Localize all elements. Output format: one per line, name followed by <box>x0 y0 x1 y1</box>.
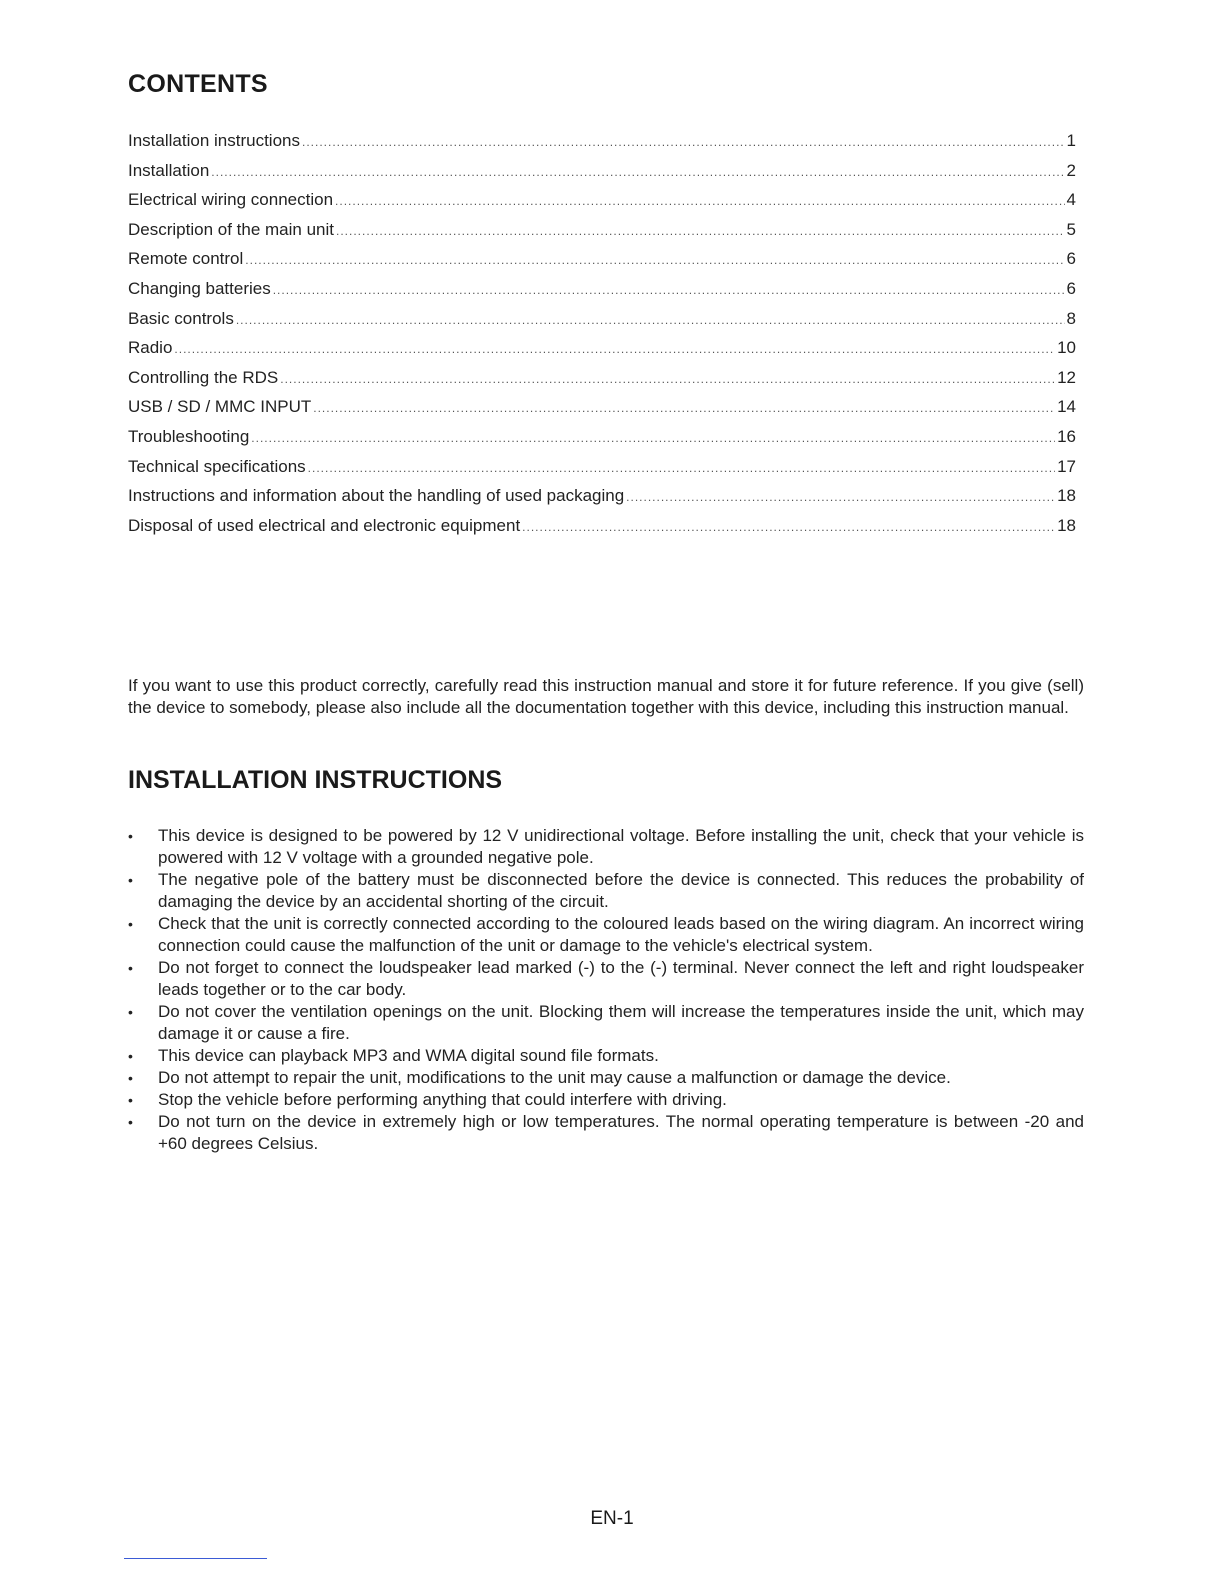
toc-entry[interactable] <box>128 126 1076 156</box>
list-item <box>128 1067 1084 1089</box>
installation-instructions-heading: INSTALLATION INSTRUCTIONS <box>128 766 503 794</box>
list-item-text: This device is designed to be powered by 12 V unidirectional voltage. Before installing the unit, check that your vehicle is powered with 12 V voltage with a grounded negative pole. <box>158 826 1084 867</box>
footnote-divider <box>124 1558 267 1559</box>
toc-dot-leader <box>251 424 1055 452</box>
toc-entry-page: 8 <box>1066 308 1076 328</box>
toc-entry-page: 10 <box>1057 338 1076 358</box>
toc-entry-page: 17 <box>1057 456 1076 476</box>
bullet-icon: • <box>128 1048 133 1064</box>
toc-dot-leader <box>236 306 1065 334</box>
bullet-icon: • <box>128 872 133 888</box>
toc-dot-leader <box>626 483 1055 511</box>
list-item <box>128 825 1084 869</box>
toc-dot-leader <box>308 454 1055 482</box>
toc-entry[interactable] <box>128 511 1076 541</box>
toc-entry[interactable] <box>128 185 1076 215</box>
toc-dot-leader <box>335 187 1064 215</box>
list-item <box>128 1045 1084 1067</box>
bullet-icon: • <box>128 960 133 976</box>
toc-entry[interactable] <box>128 422 1076 452</box>
bullet-icon: • <box>128 1092 133 1108</box>
toc-entry-label: Remote control <box>128 249 244 269</box>
toc-entry[interactable] <box>128 452 1076 482</box>
toc-entry[interactable] <box>128 156 1076 186</box>
toc-entry-label: USB / SD / MMC INPUT <box>128 397 312 417</box>
toc-entry-page: 18 <box>1057 515 1076 535</box>
table-of-contents <box>128 126 1076 540</box>
list-item <box>128 1001 1084 1045</box>
toc-entry-page: 6 <box>1066 249 1076 269</box>
toc-entry-label: Instructions and information about the handling of used packaging <box>128 486 625 506</box>
toc-entry[interactable] <box>128 481 1076 511</box>
toc-entry[interactable] <box>128 304 1076 334</box>
toc-entry-label: Technical specifications <box>128 456 306 476</box>
list-item-text: The negative pole of the battery must be disconnected before the device is connected. This reduces the probability of damaging the device by an accidental shorting of the circuit. <box>158 870 1084 911</box>
toc-entry-label: Description of the main unit <box>128 219 334 239</box>
toc-dot-leader <box>336 217 1065 245</box>
list-item <box>128 1089 1084 1111</box>
toc-entry-page: 5 <box>1066 219 1076 239</box>
installation-instructions-list <box>128 825 1084 1155</box>
list-item-text: Check that the unit is correctly connected according to the coloured leads based on the wiring diagram. An incorrect wiring connection could cause the malfunction of the unit or damage to the vehicle's electrical system. <box>158 914 1084 955</box>
bullet-icon: • <box>128 1114 133 1130</box>
toc-entry[interactable] <box>128 244 1076 274</box>
list-item <box>128 913 1084 957</box>
list-item <box>128 1111 1084 1155</box>
toc-dot-leader <box>245 246 1064 274</box>
toc-entry[interactable] <box>128 363 1076 393</box>
toc-dot-leader <box>313 394 1055 422</box>
toc-entry-page: 12 <box>1057 367 1076 387</box>
toc-entry-label: Radio <box>128 338 173 358</box>
toc-entry[interactable] <box>128 215 1076 245</box>
list-item-text: This device can playback MP3 and WMA digital sound file formats. <box>158 1046 659 1065</box>
list-item <box>128 869 1084 913</box>
toc-dot-leader <box>280 365 1055 393</box>
toc-dot-leader <box>211 158 1064 186</box>
bullet-icon: • <box>128 828 133 844</box>
bullet-icon: • <box>128 916 133 932</box>
bullet-icon: • <box>128 1070 133 1086</box>
toc-dot-leader <box>302 128 1065 156</box>
toc-entry-page: 14 <box>1057 397 1076 417</box>
toc-entry-label: Troubleshooting <box>128 426 250 446</box>
list-item-text: Do not cover the ventilation openings on the unit. Blocking them will increase the temperatures inside the unit, which may damage it or cause a fire. <box>158 1002 1084 1043</box>
toc-entry-label: Changing batteries <box>128 278 271 298</box>
page-number: EN-1 <box>590 1508 634 1529</box>
intro-paragraph: If you want to use this product correctly, carefully read this instruction manual and store it for future reference. If you give (sell) the device to somebody, please also include all the documentation together with this device, including this instruction manual. <box>128 676 1084 717</box>
toc-dot-leader <box>174 335 1055 363</box>
toc-entry[interactable] <box>128 274 1076 304</box>
toc-dot-leader <box>522 513 1055 541</box>
toc-entry-page: 6 <box>1066 278 1076 298</box>
toc-entry-label: Controlling the RDS <box>128 367 279 387</box>
list-item-text: Do not forget to connect the loudspeaker lead marked (-) to the (-) terminal. Never connect the left and right loudspeaker leads together or to the car body. <box>158 958 1084 999</box>
toc-entry-page: 4 <box>1066 190 1076 210</box>
toc-entry-label: Installation <box>128 160 210 180</box>
toc-entry-label: Installation instructions <box>128 131 300 150</box>
contents-heading: CONTENTS <box>128 70 268 98</box>
toc-entry-label: Basic controls <box>128 308 234 328</box>
toc-entry-label: Disposal of used electrical and electronic equipment <box>128 515 521 535</box>
list-item-text: Do not turn on the device in extremely high or low temperatures. The normal operating temperature is between -20 and +60 degrees Celsius. <box>158 1112 1084 1153</box>
toc-entry-page: 18 <box>1057 486 1076 506</box>
toc-entry-page: 1 <box>1066 131 1076 150</box>
toc-entry-page: 16 <box>1057 426 1076 446</box>
list-item-text: Do not attempt to repair the unit, modifications to the unit may cause a malfunction or damage the device. <box>158 1068 951 1087</box>
toc-entry-label: Electrical wiring connection <box>128 190 334 210</box>
toc-dot-leader <box>273 276 1065 304</box>
list-item-text: Stop the vehicle before performing anything that could interfere with driving. <box>158 1090 727 1109</box>
bullet-icon: • <box>128 1004 133 1020</box>
list-item <box>128 957 1084 1001</box>
toc-entry-page: 2 <box>1066 160 1076 180</box>
toc-entry[interactable] <box>128 333 1076 363</box>
toc-entry[interactable] <box>128 392 1076 422</box>
